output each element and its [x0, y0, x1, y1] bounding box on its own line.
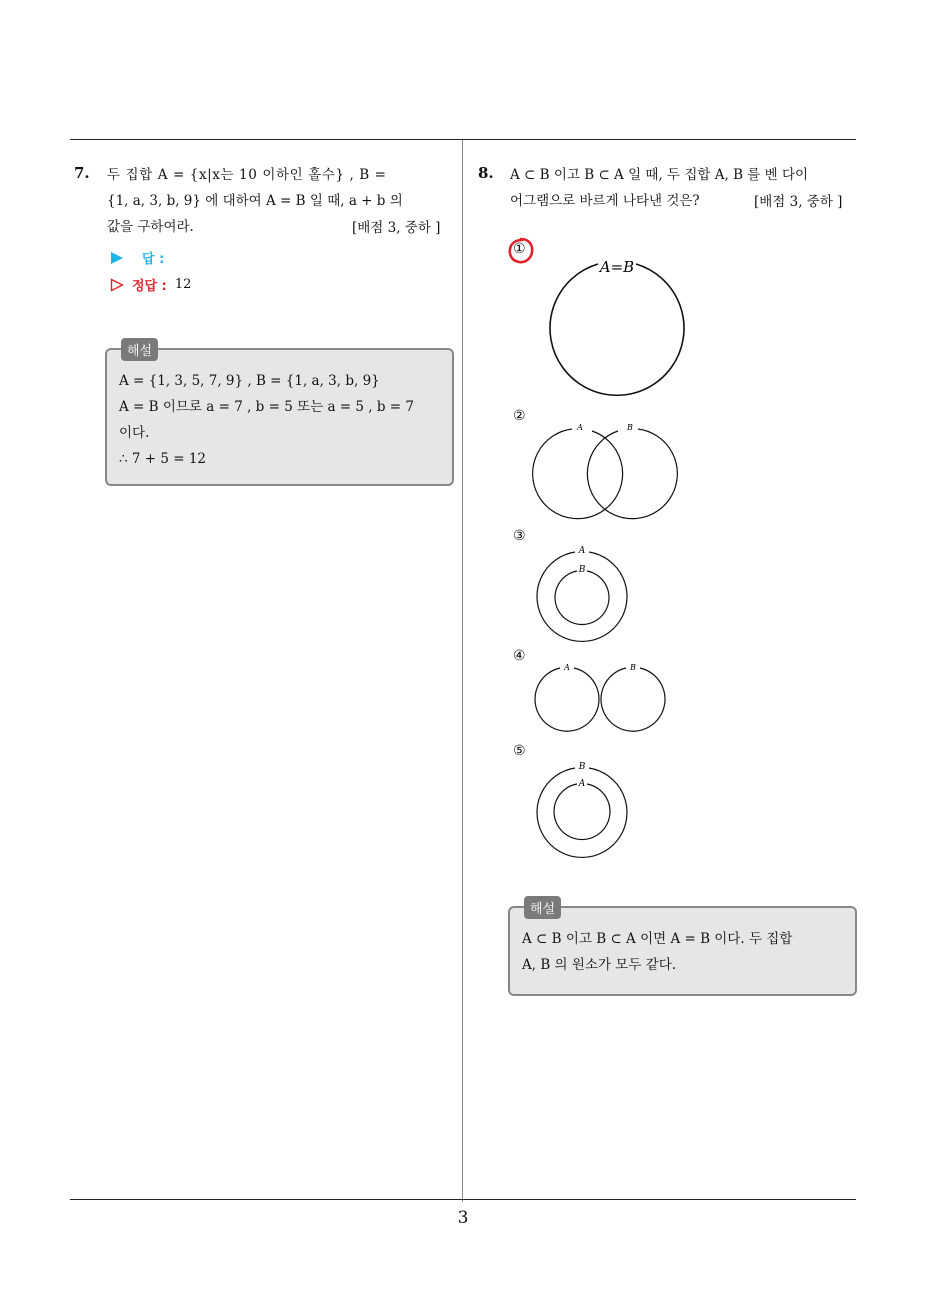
top-rule	[70, 139, 856, 140]
option-1-label[interactable]: ①	[513, 241, 526, 257]
question-7-solution-box	[105, 344, 454, 486]
question-8-number: 8.	[478, 164, 494, 182]
option-3-label[interactable]: ③	[513, 528, 526, 544]
solution-tab: 해설	[121, 338, 158, 361]
correct-answer-row	[110, 275, 191, 294]
correct-answer-label: 정답 :	[132, 279, 167, 294]
question-8-solution-box	[508, 902, 857, 996]
play-arrow-icon	[110, 251, 124, 265]
venn-label: A	[578, 779, 586, 789]
correct-answer-value: 12	[174, 277, 192, 292]
venn-option-2[interactable]	[530, 418, 680, 523]
venn-label: A=B	[599, 258, 635, 276]
venn-option-4[interactable]	[530, 660, 675, 740]
venn-label: B	[578, 565, 586, 575]
venn-option-5[interactable]	[530, 756, 640, 861]
question-8-line-2: 어그램으로 바르게 나타낸 것은?	[510, 193, 700, 209]
column-divider	[462, 140, 463, 1202]
bottom-rule	[70, 1199, 856, 1200]
question-7-line-1: 두 집합 A = {x|x는 10 이하인 홀수} , B =	[107, 167, 387, 183]
question-8-line-1: A ⊂ B 이고 B ⊂ A 일 때, 두 집합 A, B 를 벤 다이	[510, 167, 809, 183]
venn-label: A	[578, 546, 586, 556]
page-number: 3	[457, 1208, 469, 1228]
option-5-label[interactable]: ⑤	[513, 743, 526, 759]
option-2-label[interactable]: ②	[513, 408, 526, 424]
solution-line: A, B 의 원소가 모두 같다.	[522, 957, 677, 973]
solution-text	[119, 368, 414, 472]
outline-arrow-icon	[110, 278, 124, 292]
solution-tab: 해설	[524, 896, 561, 919]
solution-line: ∴ 7 + 5 = 12	[119, 451, 207, 467]
question-7-line-2: {1, a, 3, b, 9} 에 대하여 A = B 일 때, a + b 의	[107, 193, 403, 209]
venn-option-3[interactable]	[530, 540, 640, 645]
answer-row	[110, 248, 164, 267]
venn-label: A	[564, 663, 570, 672]
venn-label: B	[627, 423, 633, 432]
question-7-points: [배점 3, 중하 ]	[352, 220, 441, 236]
solution-line: A = {1, 3, 5, 7, 9} , B = {1, a, 3, b, 9}	[119, 373, 380, 389]
venn-label: A	[577, 423, 583, 432]
solution-line: A ⊂ B 이고 B ⊂ A 이면 A = B 이다. 두 집합	[522, 931, 793, 947]
venn-label: B	[630, 663, 636, 672]
option-4-label[interactable]: ④	[513, 648, 526, 664]
selected-mark-icon	[506, 236, 536, 266]
answer-label: 답 :	[142, 252, 165, 267]
solution-text	[522, 926, 792, 978]
solution-line: A = B 이므로 a = 7 , b = 5 또는 a = 5 , b = 7	[119, 399, 414, 415]
solution-line: 이다.	[119, 425, 150, 441]
question-7-number: 7.	[74, 164, 90, 182]
question-8-points: [배점 3, 중하 ]	[754, 194, 843, 210]
question-7-line-3: 값을 구하여라.	[107, 219, 194, 235]
venn-option-1[interactable]	[540, 255, 690, 400]
venn-label: B	[578, 762, 586, 772]
